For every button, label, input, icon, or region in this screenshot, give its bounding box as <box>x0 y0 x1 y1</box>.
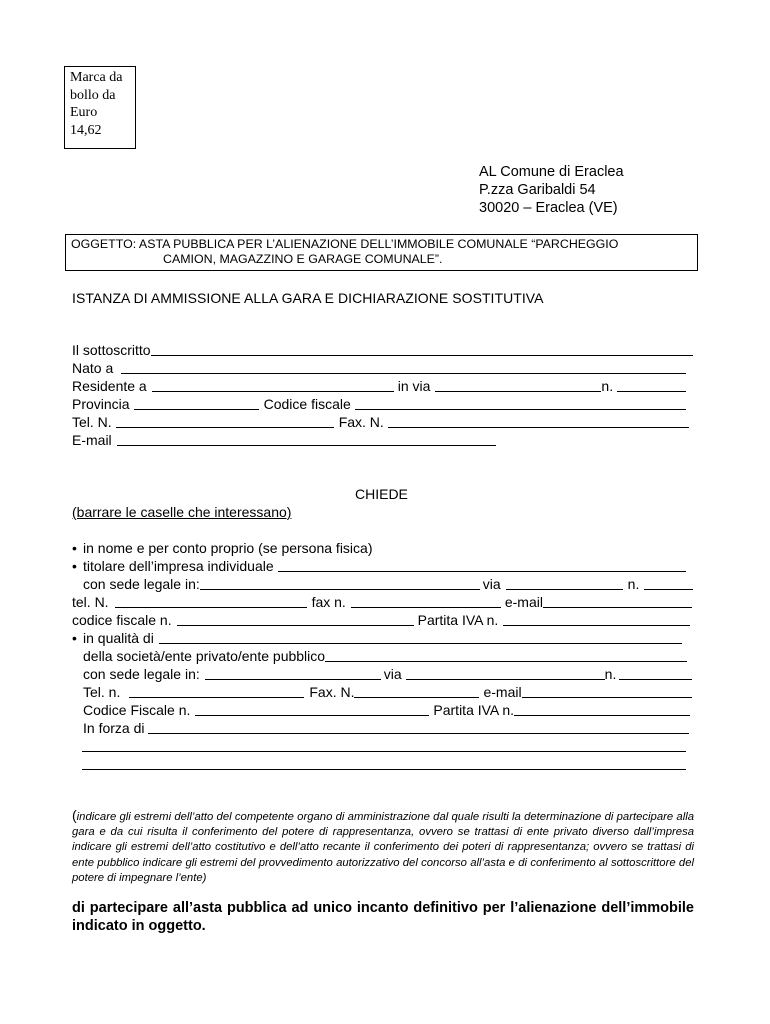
instruction-text: (barrare le caselle che interessano) <box>72 504 292 520</box>
chiede-heading: CHIEDE <box>355 486 408 502</box>
label-partita-iva: Partita IVA n. <box>417 612 499 628</box>
row-sede-titolare <box>83 576 693 593</box>
address-line-1: AL Comune di Eraclea <box>479 164 624 180</box>
field-via-titolare[interactable] <box>506 589 623 590</box>
field-email[interactable] <box>117 445 496 446</box>
row-cf-titolare <box>72 612 690 629</box>
label-societa: della società/ente privato/ente pubblico <box>83 648 326 664</box>
label-sede: con sede legale in: <box>83 666 200 682</box>
field-tel-titolare[interactable] <box>115 607 307 608</box>
blank-line[interactable] <box>82 769 686 770</box>
option-titolare-label: titolare dell’impresa individuale <box>83 558 274 574</box>
field-numero[interactable] <box>617 391 686 392</box>
row-cf-societa <box>83 702 690 719</box>
field-provincia[interactable] <box>134 409 259 410</box>
field-cf-titolare[interactable] <box>177 625 414 626</box>
field-piva-societa[interactable] <box>514 715 690 716</box>
label-n: n. <box>627 576 640 592</box>
row-sottoscritto <box>72 342 693 359</box>
field-sede[interactable] <box>200 589 480 590</box>
field-fax-titolare[interactable] <box>351 607 501 608</box>
label-residente: Residente a <box>72 378 147 394</box>
label-tel: Tel. N. <box>72 414 112 430</box>
field-piva-titolare[interactable] <box>503 625 690 626</box>
label-n: n. <box>601 378 614 394</box>
instruction-note <box>72 808 694 886</box>
label-sottoscritto: Il sottoscritto <box>72 342 151 358</box>
label-email: e-mail <box>504 594 543 610</box>
field-in-forza[interactable] <box>148 733 689 734</box>
field-sede-societa[interactable] <box>205 679 381 680</box>
row-email <box>72 432 496 449</box>
label-via: via <box>482 576 501 592</box>
field-titolare[interactable] <box>278 571 686 572</box>
subject-line-2: CAMION, MAGAZZINO E GARAGE COMUNALE”. <box>163 252 443 266</box>
bullet-icon: • <box>72 558 77 574</box>
field-codice-fiscale[interactable] <box>355 409 686 410</box>
field-fax-societa[interactable] <box>354 697 479 698</box>
label-tel: tel. N. <box>72 594 109 610</box>
row-tel <box>72 414 689 431</box>
label-provincia: Provincia <box>72 396 130 412</box>
field-email-titolare[interactable] <box>543 607 692 608</box>
subject-line-1: OGGETTO: ASTA PUBBLICA PER L’ALIENAZIONE DELL’IMMOBILE COMUNALE “PARCHEGGIO <box>71 237 619 251</box>
field-residente[interactable] <box>152 391 394 392</box>
blank-line[interactable] <box>82 751 686 752</box>
recipient-address <box>479 163 624 217</box>
option-qualita-label: in qualità di <box>83 630 154 646</box>
address-line-2: P.zza Garibaldi 54 <box>479 182 596 198</box>
row-nato <box>72 360 686 377</box>
label-via: via <box>383 666 402 682</box>
row-societa <box>83 648 687 665</box>
field-numero-societa[interactable] <box>619 679 692 680</box>
label-email: E-mail <box>72 432 112 448</box>
field-tel[interactable] <box>116 427 334 428</box>
option-qualita[interactable] <box>72 630 682 647</box>
field-via-societa[interactable] <box>406 679 605 680</box>
field-nato[interactable] <box>121 373 686 374</box>
option-proprio[interactable] <box>72 540 372 557</box>
label-codice-fiscale: Codice fiscale <box>263 396 351 412</box>
stamp-line: Marca da <box>70 70 123 85</box>
field-tel-societa[interactable] <box>129 697 304 698</box>
option-proprio-label: in nome e per conto proprio (se persona fisica) <box>83 540 373 556</box>
option-titolare[interactable] <box>72 558 686 575</box>
stamp-line: bollo da <box>70 87 116 103</box>
row-tel-titolare <box>72 594 692 611</box>
document-heading: ISTANZA DI AMMISSIONE ALLA GARA E DICHIARAZIONE SOSTITUTIVA <box>72 290 544 306</box>
subject-box <box>65 234 698 271</box>
label-sede: con sede legale in: <box>83 576 200 592</box>
label-codice-fiscale: Codice Fiscale n. <box>83 702 191 718</box>
stamp-line: 14,62 <box>70 122 102 138</box>
stamp-line: Euro <box>70 105 98 120</box>
field-email-societa[interactable] <box>522 697 692 698</box>
label-fax: Fax. N. <box>309 684 355 700</box>
field-sottoscritto[interactable] <box>151 355 693 356</box>
label-in-via: in via <box>397 378 431 394</box>
label-fax: fax n. <box>311 594 346 610</box>
note-text: indicare gli estremi dell’atto del competente organo di amministrazione dal quale risulti la determinazione di partecipare alla gara e da cui risulta il conferimento del potere di rappresentanza, ovvero se trattasi di ente privato diverso dall’impresa indicare gli estremi dell’atto costitutivo e dell’atto recante il conferimento dei poteri di rappresentanza; ovvero se trattasi di ente pubblico indicare gli estremi del provvedimento autorizzativo del concorso all’asta e di conferimento al sottoscrittore del potere di impegnare l’ente) <box>72 811 694 884</box>
row-residente <box>72 378 686 395</box>
field-qualita[interactable] <box>159 643 682 644</box>
label-codice-fiscale: codice fiscale n. <box>72 612 172 628</box>
label-in-forza: In forza di <box>83 720 145 736</box>
label-nato: Nato a <box>72 360 114 376</box>
label-tel: Tel. n. <box>83 684 121 700</box>
address-line-3: 30020 – Eraclea (VE) <box>479 200 618 216</box>
field-cf-societa[interactable] <box>195 715 429 716</box>
bullet-icon: • <box>72 540 77 556</box>
field-societa[interactable] <box>325 661 687 662</box>
row-tel-societa <box>83 684 692 701</box>
note-paren: ( <box>72 807 77 823</box>
field-via[interactable] <box>435 391 601 392</box>
revenue-stamp-box <box>64 66 136 149</box>
field-fax[interactable] <box>388 427 689 428</box>
label-fax: Fax. N. <box>338 414 384 430</box>
label-email: e-mail <box>483 684 522 700</box>
row-sede-societa <box>83 666 692 683</box>
row-in-forza <box>83 720 689 737</box>
final-request: di partecipare all’asta pubblica ad unico incanto definitivo per l’alienazione dell’immobile indicato in oggetto. <box>72 900 694 934</box>
row-provincia <box>72 396 686 413</box>
field-numero-titolare[interactable] <box>644 589 693 590</box>
label-n: n. <box>604 666 617 682</box>
label-partita-iva: Partita IVA n. <box>433 702 515 718</box>
bullet-icon: • <box>72 630 77 646</box>
